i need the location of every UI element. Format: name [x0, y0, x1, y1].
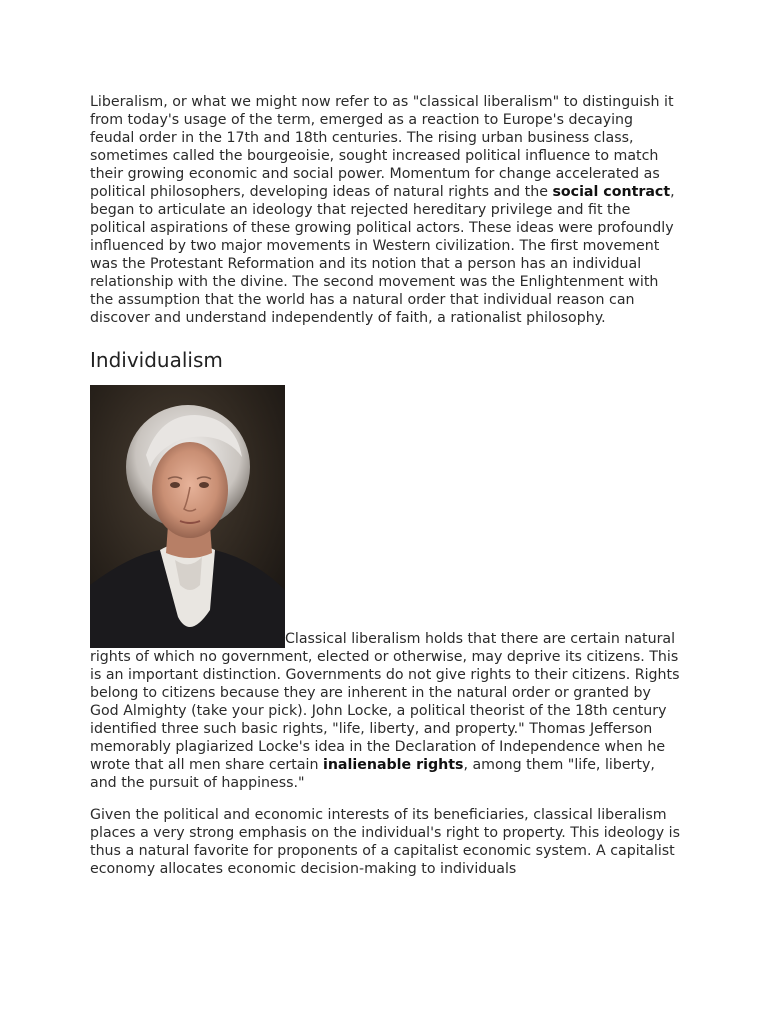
rights-paragraph — [90, 385, 680, 792]
rights-text-part1: Classical liberalism holds that there are certain natural rights of which no government, elected or otherwise, may deprive its citizens. This is an important distinction. Governments do not give rights to their citizens. Rights belong to citizens because they are inherent in the natural order or granted by God Almighty (take your pick). John Locke, a political theorist of the 18th century identified three such basic rights, "life, liberty, and property." Thomas Jefferson memorably plagiarized Locke's idea in the Declaration of Independence when he wrote that all men share certain — [90, 631, 680, 773]
intro-text-part2: , began to articulate an ideology that rejected hereditary privilege and fit the political aspirations of these growing political actors. These ideas were profoundly influenced by two major movements in Western civilization. The first movement was the Protestant Reformation and its notion that a person has an individual relationship with the divine. The second movement was the Enlightenment with the assumption that the world has a natural order that individual reason can discover and understand independently of faith, a rationalist philosophy. — [90, 184, 675, 326]
inalienable-rights-term: inalienable rights — [322, 757, 464, 773]
intro-text-part1: Liberalism, or what we might now refer to as "classical liberalism" to distinguish it from today's usage of the term, emerged as a reaction to Europe's decaying feudal order in the 17th and 18th centuries. The rising urban business class, sometimes called the bourgeoisie, sought increased political influence to match their growing economic and social power. Momentum for change accelerated as political philosophers, developing ideas of natural rights and the — [90, 94, 674, 200]
intro-paragraph — [90, 93, 680, 327]
section-heading: Individualism — [90, 348, 223, 372]
jefferson-portrait-image — [90, 385, 285, 648]
document-page — [90, 93, 680, 878]
social-contract-term: social contract — [552, 184, 671, 200]
property-paragraph: Given the political and economic interests of its beneficiaries, classical liberalism places a very strong emphasis on the individual's right to property. This ideology is thus a natural favorite for proponents of a capitalist economic system. A capitalist economy allocates economic decision-making to individuals — [90, 807, 680, 877]
rights-text-part2: , among them "life, liberty, and the pursuit of happiness." — [90, 757, 655, 791]
